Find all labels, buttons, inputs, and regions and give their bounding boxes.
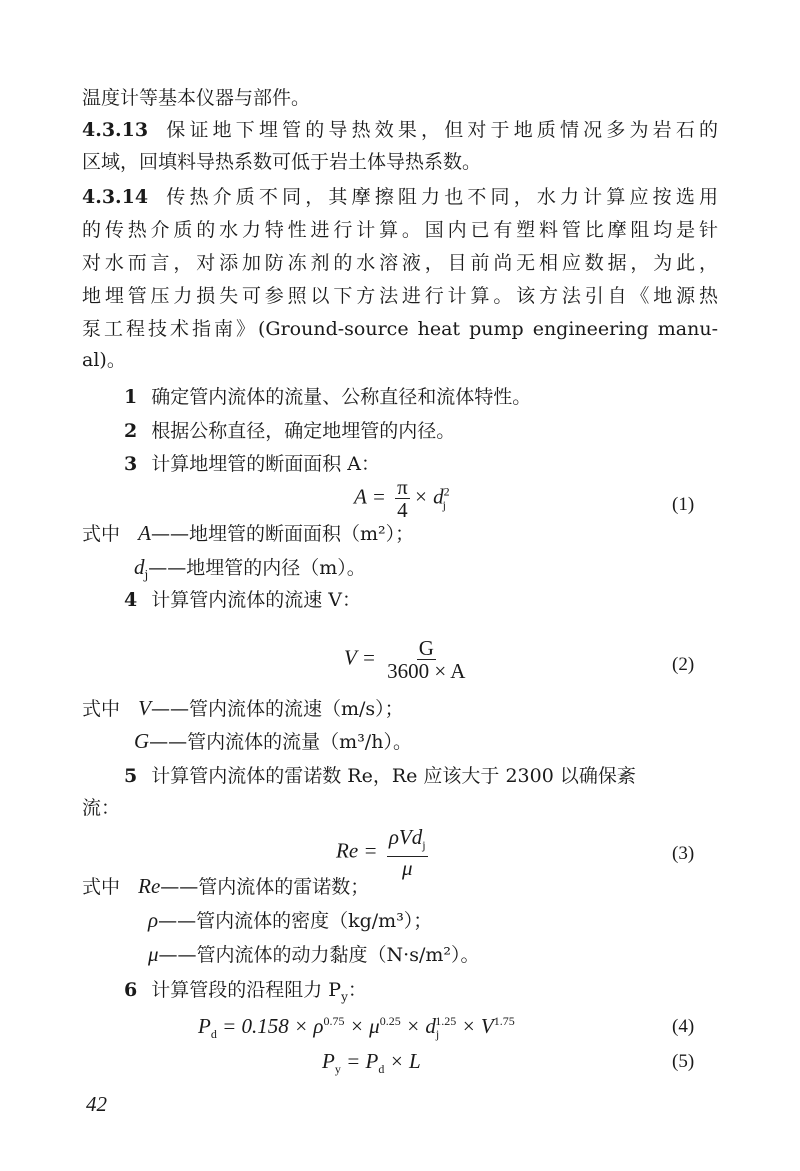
eq-part: × V xyxy=(456,1014,494,1038)
eq-lhs: V = xyxy=(344,645,382,670)
subscript: d xyxy=(378,1062,385,1077)
denominator: 4 xyxy=(397,498,408,522)
numerator xyxy=(387,826,428,857)
subscript: y xyxy=(341,989,348,1004)
symbol: G xyxy=(134,729,150,753)
denominator: 3600 × A xyxy=(387,659,466,683)
equation-3 xyxy=(336,826,432,879)
where-line xyxy=(82,696,404,721)
where-line xyxy=(148,942,480,967)
symbol-desc: ——地埋管的断面面积（m²）； xyxy=(150,523,415,545)
symbol: A xyxy=(138,521,151,545)
subscript: j xyxy=(435,1027,440,1042)
paragraph-line: 温度计等基本仪器与部件。 xyxy=(82,87,311,109)
equation-number: (2) xyxy=(672,654,695,675)
superscript: 2 xyxy=(443,484,450,499)
equation-5 xyxy=(322,1049,421,1077)
symbol: Re xyxy=(138,874,161,898)
step-6 xyxy=(124,978,367,1009)
fraction xyxy=(395,476,410,521)
equation-number: (3) xyxy=(672,843,695,864)
symbol-desc: ——地埋管的内径（m）。 xyxy=(148,557,366,579)
step-1 xyxy=(124,385,531,409)
eq-part: = P xyxy=(340,1049,379,1073)
where-line xyxy=(82,874,369,899)
symbol-desc: ——管内流体的密度（kg/m³）； xyxy=(158,910,433,932)
clause-number: 4.3.14 xyxy=(82,186,149,208)
equation-number: (4) xyxy=(672,1016,695,1037)
symbol-desc: ——管内流体的动力黏度（N·s/m²）。 xyxy=(158,944,480,966)
denominator xyxy=(400,857,415,879)
where-line xyxy=(82,521,414,546)
paragraph-line: 泵工程技术指南》(Ground-source heat pump engineering manu- xyxy=(82,318,718,340)
numerator: G xyxy=(418,636,434,660)
where-label: 式中 xyxy=(82,523,121,545)
step-number: 1 xyxy=(124,386,138,408)
step-text: 计算管内流体的流速 V： xyxy=(151,589,361,611)
subscript: y xyxy=(334,1062,341,1077)
where-line xyxy=(134,555,366,587)
denominator-text: μ xyxy=(401,856,413,881)
where-line xyxy=(148,908,432,933)
step-4 xyxy=(124,588,361,612)
step-number: 6 xyxy=(124,979,138,1001)
clause-4-3-14 xyxy=(82,185,718,209)
eq-part: P xyxy=(198,1014,211,1038)
where-label: 式中 xyxy=(82,876,121,898)
step-3 xyxy=(124,452,380,476)
eq-rhs: × d xyxy=(413,484,444,509)
subscript: j xyxy=(442,497,446,512)
fraction xyxy=(387,826,428,879)
equation-2 xyxy=(344,637,471,682)
page-number: 42 xyxy=(86,1092,107,1116)
clause-number: 4.3.13 xyxy=(82,119,149,141)
symbol-desc: ——管内流体的流量（m³/h）。 xyxy=(149,731,412,753)
symbol: V xyxy=(138,696,151,720)
numerator: π xyxy=(397,475,408,499)
clause-text: 传热介质不同，其摩擦阻力也不同，水力计算应按选用 xyxy=(162,186,718,208)
eq-lhs: Re = xyxy=(336,838,383,863)
paragraph-line: 地埋管压力损失可参照以下方法进行计算。该方法引自《地源热 xyxy=(82,285,718,307)
paragraph-line: 区域，回填料导热系数可低于岩土体导热系数。 xyxy=(82,151,482,173)
step-number: 2 xyxy=(124,420,138,442)
equation-number: (1) xyxy=(672,494,695,515)
clause-4-3-13 xyxy=(82,118,718,142)
fraction xyxy=(385,637,467,682)
colon: ： xyxy=(347,979,367,1001)
subscript: j xyxy=(422,838,426,853)
paragraph-line: 的传热介质的水力特性进行计算。国内已有塑料管比摩阻均是针 xyxy=(82,219,718,241)
step-5 xyxy=(124,764,718,788)
step-text: 确定管内流体的流量、公称直径和流体特性。 xyxy=(151,386,532,408)
eq-part: × d xyxy=(400,1014,436,1038)
symbol-desc: ——管内流体的雷诺数； xyxy=(160,876,370,898)
symbol: μ xyxy=(148,942,159,966)
step-number: 3 xyxy=(124,453,138,475)
step-text: 计算管内流体的雷诺数 Re，Re 应该大于 2300 以确保紊 xyxy=(151,765,636,787)
where-line xyxy=(134,729,412,754)
paragraph-line: al)。 xyxy=(82,349,126,371)
subscript: d xyxy=(210,1027,217,1042)
numerator-text: ρVd xyxy=(388,825,423,849)
eq-part: × μ xyxy=(344,1014,380,1038)
superscript: 0.25 xyxy=(379,1014,401,1028)
step-text: 计算管段的沿程阻力 P xyxy=(151,979,342,1001)
step-number: 4 xyxy=(124,589,138,611)
symbol: ρ xyxy=(148,908,159,932)
superscript: 1.75 xyxy=(493,1014,515,1028)
superscript: 1.25 xyxy=(435,1014,457,1028)
eq-lhs: A = xyxy=(354,484,392,509)
step-text: 计算地埋管的断面面积 A： xyxy=(151,453,380,475)
symbol-desc: ——管内流体的流速（m/s）； xyxy=(150,698,404,720)
step-number: 5 xyxy=(124,765,138,787)
step-text: 根据公称直径，确定地埋管的内径。 xyxy=(151,420,456,442)
symbol: d xyxy=(134,555,145,579)
eq-part: = 0.158 × ρ xyxy=(216,1014,324,1038)
equation-4 xyxy=(198,1014,515,1042)
clause-text: 保证地下埋管的导热效果，但对于地质情况多为岩石的 xyxy=(162,119,718,141)
eq-part: P xyxy=(322,1049,335,1073)
where-label: 式中 xyxy=(82,698,121,720)
superscript: 0.75 xyxy=(323,1014,345,1028)
subscript: j xyxy=(144,567,149,582)
equation-1 xyxy=(354,475,450,522)
paragraph-line: 对水而言，对添加防冻剂的水溶液，目前尚无相应数据，为此， xyxy=(82,252,718,274)
eq-part: × L xyxy=(384,1049,421,1073)
equation-number: (5) xyxy=(672,1051,695,1072)
step-2 xyxy=(124,419,455,443)
paragraph-line: 流： xyxy=(82,797,121,819)
